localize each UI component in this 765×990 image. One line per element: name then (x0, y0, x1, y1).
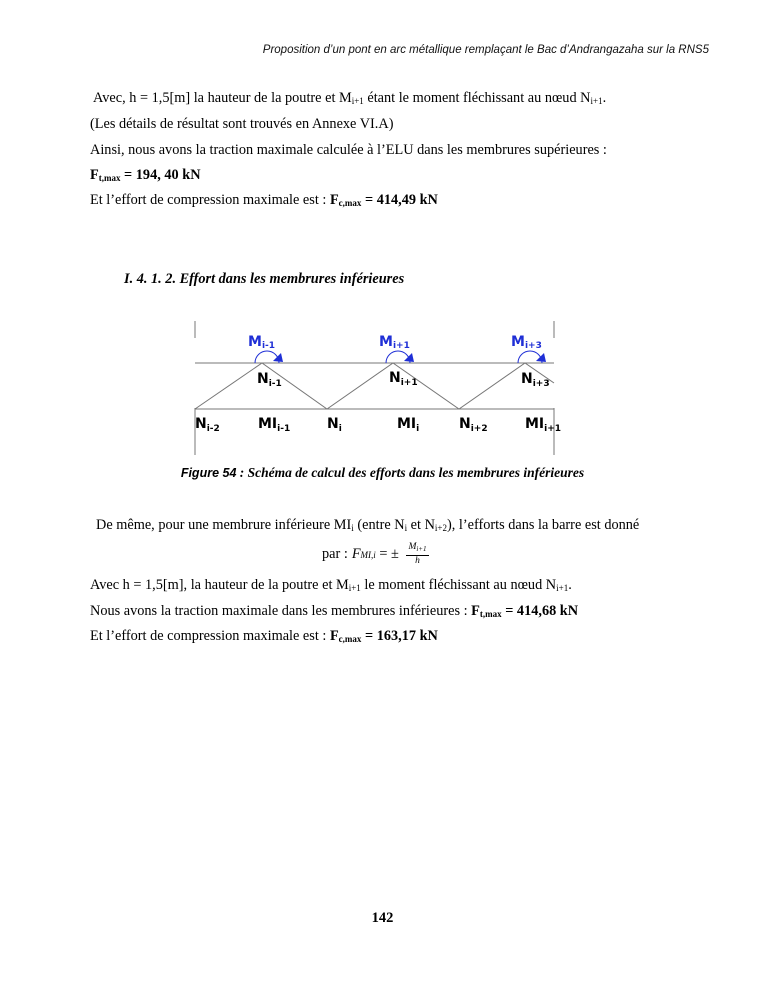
moment-arrowhead-3 (536, 353, 546, 362)
result-fc-max-lower: Et l’effort de compression maximale est : $F_{c,max} = 163,17$ kN (90, 628, 438, 644)
diagonal-members (195, 363, 554, 409)
upper-node-label-3: $N_{i+3}$ (521, 371, 550, 389)
upper-node-label-1: $N_{i-1}$ (257, 371, 282, 389)
lower-label-4: $MI_i$ (397, 416, 420, 434)
truss-diagram (185, 318, 570, 460)
moment-label-3: Mi+3 (511, 334, 542, 351)
lower-label-2: $MI_{i-1}$ (258, 416, 291, 434)
paragraph-annex-note: (Les détails de résultat sont trouvés en Annexe VI.A) (90, 116, 394, 132)
paragraph-ainsi: Ainsi, nous avons la traction maximale calculée à l’ELU dans les membrures supérieures : (90, 142, 607, 158)
section-title: I. 4. 1. 2. Effort dans les membrures inférieures (124, 271, 405, 287)
moment-label-2: Mi+1 (379, 334, 410, 351)
result-ft-max-upper: $F_{t,max} = 194$, 40 kN (90, 167, 201, 183)
moment-group-3 (511, 334, 546, 363)
result-ft-max-lower: Nous avons la traction maximale dans les membrures inférieures : $F_{t,max} = 414,68$ kN (90, 603, 579, 619)
figure-caption: Figure 54 : Schéma de calcul des efforts dans les membrures inférieures (180, 465, 585, 480)
page-number: 142 (371, 910, 394, 926)
lower-label-5: $N_{i+2}$ (459, 416, 488, 434)
paragraph-h-definition-2: Avec h = 1,5[m], la hauteur de la poutre et $M_{i+1}$ le moment fléchissant au nœud $N_{i+1}$. (90, 577, 572, 593)
formula-fraction: $\frac{M_{i+1}}{h}$ (408, 542, 427, 566)
moment-arrowhead-1 (273, 353, 283, 362)
lower-label-3: $N_i$ (327, 416, 342, 434)
result-fc-max-upper: Et l’effort de compression maximale est : $F_{c,max} = 414,49$ kN (90, 192, 438, 208)
moment-arrowhead-2 (404, 353, 414, 362)
upper-node-label-2: $N_{i+1}$ (389, 370, 418, 388)
formula-fmi: par : F MI,i = ± $\frac{M_{i+1}}{h}$ (322, 542, 427, 566)
lower-label-6: $MI_{i+1}$ (525, 416, 562, 434)
moment-group-2 (379, 334, 414, 363)
moment-group-1 (248, 334, 283, 363)
lower-label-1: $N_{i-2}$ (195, 416, 220, 434)
paragraph-de-meme: De même, pour une membrure inférieure $MI_i$ (entre $N_i$ et $N_{i+2}$), l’efforts dans la barre est donné (96, 517, 640, 533)
moment-label-1: Mi-1 (248, 334, 276, 351)
running-header: Proposition d’un pont en arc métallique remplaçant le Bac d’Andrangazaha sur la RNS5 (262, 44, 709, 56)
paragraph-h-definition: Avec, h = 1,5[m] la hauteur de la poutre et $M_{i+1}$ étant le moment fléchissant au nœud $N_{i+1}$. (93, 90, 607, 106)
